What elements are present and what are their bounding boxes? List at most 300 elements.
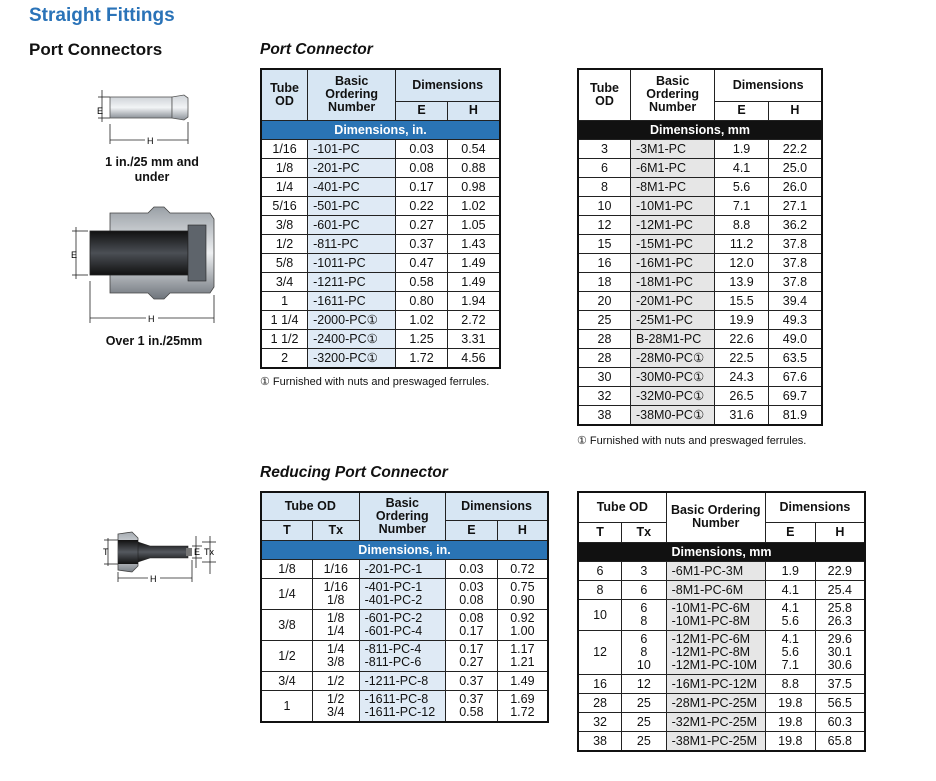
small-diagram-caption: 1 in./25 mm and under bbox=[105, 155, 199, 184]
table-row bbox=[261, 640, 548, 671]
cell-dim-e: 5.6 bbox=[715, 177, 769, 196]
cell-ordering-number: -1211-PC bbox=[308, 272, 396, 291]
cell-dim-h-line: 1.17 bbox=[510, 641, 535, 656]
header-ordering-number: Basic Ordering Number bbox=[308, 69, 396, 120]
cell-dim-e-line: 0.03 bbox=[459, 579, 484, 594]
cell-dim-e: 19.8 bbox=[765, 731, 815, 751]
cell-dim-h-line: 0.92 bbox=[510, 610, 535, 625]
cell-ordering-number bbox=[359, 578, 445, 609]
cell-dim-e: 19.8 bbox=[765, 693, 815, 712]
cell-tube-od: 8 bbox=[578, 177, 630, 196]
cell-dim-h: 69.7 bbox=[768, 386, 822, 405]
cell-dim-e: 1.02 bbox=[396, 310, 448, 329]
header-tx: Tx bbox=[312, 520, 359, 540]
cell-dim-e: 1.9 bbox=[765, 561, 815, 580]
cell-dim-e: 0.27 bbox=[396, 215, 448, 234]
band-dimensions-mm: Dimensions, mm bbox=[578, 120, 822, 139]
cell-dim-h: 81.9 bbox=[768, 405, 822, 425]
header-tube-od: Tube OD bbox=[578, 492, 666, 522]
cell-tx: 25 bbox=[622, 693, 667, 712]
cell-ordering-number: -101-PC bbox=[308, 139, 396, 158]
cell-dim-e: 0.58 bbox=[396, 272, 448, 291]
cell-ordering-number: -401-PC bbox=[308, 177, 396, 196]
header-t: T bbox=[578, 522, 622, 542]
cell-dim-e: 0.08 bbox=[396, 158, 448, 177]
cell-dim-e: 7.1 bbox=[715, 196, 769, 215]
table-row bbox=[261, 559, 548, 578]
cell-ordering-number: -32M1-PC-25M bbox=[666, 712, 765, 731]
cell-tube-od: 32 bbox=[578, 386, 630, 405]
cell-ordering-number: -3200-PC① bbox=[308, 348, 396, 368]
cell-ordering-number: -25M1-PC bbox=[630, 310, 714, 329]
port-connector-inch-table bbox=[260, 68, 501, 369]
small-port-connector-diagram bbox=[92, 88, 222, 154]
cell-dim-h: 4.56 bbox=[447, 348, 500, 368]
cell-tx-line: 1/4 bbox=[327, 641, 345, 656]
cell-dim-e: 13.9 bbox=[715, 272, 769, 291]
cell-dim-e: 8.8 bbox=[715, 215, 769, 234]
cell-dim-e-line: 0.08 bbox=[459, 610, 484, 625]
cell-dim-h: 22.2 bbox=[768, 139, 822, 158]
cell-t: 28 bbox=[578, 693, 622, 712]
svg-text:H: H bbox=[148, 314, 155, 324]
cell-tx bbox=[312, 690, 359, 722]
table-row bbox=[578, 561, 865, 580]
cell-dim-e: 31.6 bbox=[715, 405, 769, 425]
cell-dim-h: 67.6 bbox=[768, 367, 822, 386]
cell-t: 32 bbox=[578, 712, 622, 731]
table-row bbox=[261, 253, 500, 272]
footnote-inch: ① Furnished with nuts and preswaged ferrules. bbox=[260, 376, 490, 388]
cell-ordering-number: -28M1-PC-25M bbox=[666, 693, 765, 712]
cell-ordering-number: -2400-PC① bbox=[308, 329, 396, 348]
cell-tube-od: 38 bbox=[578, 405, 630, 425]
cell-dim-h: 0.54 bbox=[447, 139, 500, 158]
cell-ordering-number-line: -811-PC-6 bbox=[364, 654, 422, 669]
cell-dim-e-line: 0.27 bbox=[459, 654, 484, 669]
cell-tube-od: 1/16 bbox=[261, 139, 308, 158]
cell-ordering-number: -20M1-PC bbox=[630, 291, 714, 310]
header-tube-od: Tube OD bbox=[261, 492, 359, 520]
cell-ordering-number bbox=[359, 690, 445, 722]
cell-tx-line: 6 bbox=[640, 631, 648, 646]
cell-ordering-number-line: -12M1-PC-10M bbox=[671, 657, 758, 672]
header-dimensions: Dimensions bbox=[396, 69, 500, 101]
cell-ordering-number-line: -1611-PC-8 bbox=[364, 691, 429, 706]
cell-dim-h: 37.8 bbox=[768, 234, 822, 253]
header-ordering-number: Basic Ordering Number bbox=[630, 69, 714, 120]
cell-t: 16 bbox=[578, 674, 622, 693]
cell-tube-od: 18 bbox=[578, 272, 630, 291]
table-row bbox=[578, 674, 865, 693]
section-title: Straight Fittings bbox=[29, 5, 175, 26]
cell-tube-od: 16 bbox=[578, 253, 630, 272]
cell-dim-e: 0.03 bbox=[396, 139, 448, 158]
cell-ordering-number: -6M1-PC-3M bbox=[666, 561, 765, 580]
cell-ordering-number-line: -601-PC-4 bbox=[364, 623, 423, 638]
cell-tx-line: 1/16 bbox=[323, 579, 348, 594]
table-row bbox=[578, 158, 822, 177]
cell-dim-h-line: 26.3 bbox=[827, 613, 853, 628]
large-diagram-caption: Over 1 in./25mm bbox=[105, 334, 203, 348]
cell-ordering-number-line: -10M1-PC-6M bbox=[671, 600, 751, 615]
cell-dim-e: 11.2 bbox=[715, 234, 769, 253]
cell-ordering-number: -16M1-PC bbox=[630, 253, 714, 272]
table-row bbox=[578, 253, 822, 272]
table-row bbox=[261, 690, 548, 722]
cell-dim-e-line: 0.17 bbox=[459, 641, 484, 656]
cell-tube-od: 12 bbox=[578, 215, 630, 234]
table-row bbox=[261, 578, 548, 609]
reducing-connector-title: Reducing Port Connector bbox=[260, 464, 448, 481]
cell-tube-od: 3 bbox=[578, 139, 630, 158]
cell-tube-od: 5/16 bbox=[261, 196, 308, 215]
cell-tx-line: 3/4 bbox=[327, 704, 345, 719]
cell-tx-line: 1/8 bbox=[327, 610, 345, 625]
cell-ordering-number bbox=[359, 609, 445, 640]
table-row bbox=[578, 731, 865, 751]
cell-ordering-number: B-28M1-PC bbox=[630, 329, 714, 348]
cell-dim-e-line: 4.1 bbox=[781, 631, 799, 646]
svg-text:Tx: Tx bbox=[204, 547, 214, 557]
port-connector-title: Port Connector bbox=[260, 41, 373, 58]
cell-ordering-number: -15M1-PC bbox=[630, 234, 714, 253]
cell-t: 3/4 bbox=[261, 671, 312, 690]
cell-ordering-number-line: -811-PC-4 bbox=[364, 641, 422, 656]
cell-dim-h: 56.5 bbox=[815, 693, 865, 712]
table-row bbox=[578, 693, 865, 712]
table-row bbox=[578, 348, 822, 367]
cell-dim-h: 3.31 bbox=[447, 329, 500, 348]
header-h: H bbox=[768, 101, 822, 120]
cell-tx bbox=[622, 630, 667, 674]
table-row bbox=[578, 405, 822, 425]
cell-tx bbox=[622, 599, 667, 630]
cell-t: 3/8 bbox=[261, 609, 312, 640]
cell-dim-h-line: 30.1 bbox=[827, 644, 853, 659]
cell-ordering-number-line: -401-PC-2 bbox=[364, 592, 423, 607]
cell-dim-e: 0.03 bbox=[446, 559, 498, 578]
table-row bbox=[261, 215, 500, 234]
svg-text:E: E bbox=[194, 547, 201, 557]
cell-tube-od: 3/4 bbox=[261, 272, 308, 291]
table-row bbox=[578, 272, 822, 291]
cell-dim-e bbox=[446, 690, 498, 722]
cell-ordering-number-line: -601-PC-2 bbox=[364, 610, 423, 625]
cell-ordering-number: -501-PC bbox=[308, 196, 396, 215]
header-ordering-number: Basic Ordering Number bbox=[666, 492, 765, 542]
table-row bbox=[578, 177, 822, 196]
table-row bbox=[261, 609, 548, 640]
cell-tx: 25 bbox=[622, 712, 667, 731]
header-h: H bbox=[815, 522, 865, 542]
cell-dim-e: 12.0 bbox=[715, 253, 769, 272]
cell-ordering-number: -1611-PC bbox=[308, 291, 396, 310]
cell-dim-h-line: 1.21 bbox=[510, 654, 535, 669]
table-row bbox=[578, 386, 822, 405]
cell-dim-e: 1.25 bbox=[396, 329, 448, 348]
header-h: H bbox=[497, 520, 548, 540]
cell-dim-e-line: 4.1 bbox=[781, 600, 799, 615]
cell-ordering-number-line: -401-PC-1 bbox=[364, 579, 423, 594]
cell-dim-e-line: 5.6 bbox=[781, 613, 799, 628]
reducing-inch-table bbox=[260, 491, 549, 723]
header-e: E bbox=[715, 101, 769, 120]
cell-tube-od: 6 bbox=[578, 158, 630, 177]
table-row bbox=[578, 234, 822, 253]
cell-dim-h-line: 30.6 bbox=[827, 657, 853, 672]
cell-dim-h: 65.8 bbox=[815, 731, 865, 751]
header-dimensions: Dimensions bbox=[446, 492, 549, 520]
cell-tube-od: 1 1/2 bbox=[261, 329, 308, 348]
header-t: T bbox=[261, 520, 312, 540]
cell-dim-e-line: 0.37 bbox=[459, 691, 484, 706]
cell-tx: 6 bbox=[622, 580, 667, 599]
cell-dim-h: 0.98 bbox=[447, 177, 500, 196]
cell-dim-e: 22.5 bbox=[715, 348, 769, 367]
cell-tx: 3 bbox=[622, 561, 667, 580]
cell-ordering-number: -201-PC bbox=[308, 158, 396, 177]
cell-ordering-number: -1011-PC bbox=[308, 253, 396, 272]
cell-ordering-number-line: -10M1-PC-8M bbox=[671, 613, 751, 628]
header-tx: Tx bbox=[622, 522, 667, 542]
cell-ordering-number: -38M1-PC-25M bbox=[666, 731, 765, 751]
cell-dim-e: 0.37 bbox=[446, 671, 498, 690]
cell-dim-h: 36.2 bbox=[768, 215, 822, 234]
table-row bbox=[578, 196, 822, 215]
cell-dim-e: 26.5 bbox=[715, 386, 769, 405]
cell-ordering-number: -3M1-PC bbox=[630, 139, 714, 158]
table-row bbox=[261, 329, 500, 348]
cell-t: 8 bbox=[578, 580, 622, 599]
cell-dim-h: 1.02 bbox=[447, 196, 500, 215]
cell-dim-e: 0.47 bbox=[396, 253, 448, 272]
cell-dim-h: 1.49 bbox=[497, 671, 548, 690]
cell-dim-e bbox=[765, 630, 815, 674]
footnote-mm: ① Furnished with nuts and preswaged ferrules. bbox=[577, 435, 807, 447]
cell-tube-od: 10 bbox=[578, 196, 630, 215]
cell-ordering-number: -201-PC-1 bbox=[359, 559, 445, 578]
cell-tx-line: 6 bbox=[640, 600, 648, 615]
cell-dim-e: 4.1 bbox=[765, 580, 815, 599]
cell-dim-h bbox=[497, 690, 548, 722]
cell-dim-h: 1.49 bbox=[447, 253, 500, 272]
cell-dim-h-line: 1.69 bbox=[510, 691, 535, 706]
cell-dim-h-line: 25.8 bbox=[827, 600, 853, 615]
cell-ordering-number: -1211-PC-8 bbox=[359, 671, 445, 690]
cell-dim-e bbox=[446, 609, 498, 640]
cell-dim-e: 19.8 bbox=[765, 712, 815, 731]
cell-tube-od: 25 bbox=[578, 310, 630, 329]
cell-tube-od: 20 bbox=[578, 291, 630, 310]
table-row bbox=[261, 234, 500, 253]
header-tube-od: Tube OD bbox=[578, 69, 630, 120]
cell-tx-line: 3/8 bbox=[327, 654, 345, 669]
cell-dim-h: 25.4 bbox=[815, 580, 865, 599]
sub-title: Port Connectors bbox=[29, 40, 163, 59]
cell-dim-e: 4.1 bbox=[715, 158, 769, 177]
cell-tube-od: 1/4 bbox=[261, 177, 308, 196]
cell-t: 1/4 bbox=[261, 578, 312, 609]
cell-dim-h: 22.9 bbox=[815, 561, 865, 580]
cell-dim-h: 0.72 bbox=[497, 559, 548, 578]
cell-dim-h bbox=[497, 578, 548, 609]
cell-dim-h: 37.8 bbox=[768, 253, 822, 272]
cell-ordering-number-line: -1611-PC-12 bbox=[364, 704, 436, 719]
cell-dim-e: 1.9 bbox=[715, 139, 769, 158]
cell-t: 12 bbox=[578, 630, 622, 674]
table-row bbox=[578, 291, 822, 310]
band-dimensions-in: Dimensions, in. bbox=[261, 120, 500, 139]
cell-tx-line: 8 bbox=[640, 613, 648, 628]
port-connector-mm-table bbox=[577, 68, 823, 426]
cell-dim-e: 22.6 bbox=[715, 329, 769, 348]
table-row bbox=[578, 630, 865, 674]
header-ordering-number: Basic Ordering Number bbox=[359, 492, 445, 540]
cell-dim-e-line: 0.58 bbox=[459, 704, 484, 719]
cell-dim-e: 0.22 bbox=[396, 196, 448, 215]
cell-dim-e: 24.3 bbox=[715, 367, 769, 386]
table-row bbox=[261, 310, 500, 329]
header-h: H bbox=[447, 101, 500, 120]
cell-dim-h bbox=[815, 630, 865, 674]
cell-ordering-number: -601-PC bbox=[308, 215, 396, 234]
header-e: E bbox=[765, 522, 815, 542]
cell-dim-h bbox=[497, 640, 548, 671]
cell-t: 1/2 bbox=[261, 640, 312, 671]
cell-dim-h: 0.88 bbox=[447, 158, 500, 177]
cell-dim-e: 0.17 bbox=[396, 177, 448, 196]
cell-ordering-number bbox=[666, 630, 765, 674]
cell-dim-e-line: 0.08 bbox=[459, 592, 484, 607]
table-row bbox=[261, 139, 500, 158]
table-row bbox=[578, 310, 822, 329]
cell-ordering-number: -16M1-PC-12M bbox=[666, 674, 765, 693]
table-row bbox=[261, 177, 500, 196]
cell-tx bbox=[312, 578, 359, 609]
cell-dim-h: 49.3 bbox=[768, 310, 822, 329]
cell-ordering-number: -38M0-PC① bbox=[630, 405, 714, 425]
cell-tube-od: 28 bbox=[578, 348, 630, 367]
cell-dim-h: 1.49 bbox=[447, 272, 500, 291]
cell-dim-e-line: 0.17 bbox=[459, 623, 484, 638]
cell-dim-e: 8.8 bbox=[765, 674, 815, 693]
cell-dim-h: 2.72 bbox=[447, 310, 500, 329]
cell-dim-h-line: 0.90 bbox=[510, 592, 535, 607]
label-h: H bbox=[147, 136, 154, 146]
cell-tube-od: 1 bbox=[261, 291, 308, 310]
cell-dim-h: 37.5 bbox=[815, 674, 865, 693]
cell-dim-h-line: 0.75 bbox=[510, 579, 535, 594]
cell-t: 1 bbox=[261, 690, 312, 722]
cell-ordering-number: -2000-PC① bbox=[308, 310, 396, 329]
cell-tx: 25 bbox=[622, 731, 667, 751]
cell-ordering-number: -12M1-PC bbox=[630, 215, 714, 234]
cell-tx-line: 1/8 bbox=[327, 592, 345, 607]
cell-dim-h bbox=[497, 609, 548, 640]
cell-dim-h: 49.0 bbox=[768, 329, 822, 348]
table-row bbox=[578, 139, 822, 158]
table-row bbox=[578, 329, 822, 348]
reducing-connector-diagram bbox=[98, 524, 222, 586]
band-dimensions-mm: Dimensions, mm bbox=[578, 542, 865, 561]
cell-t: 38 bbox=[578, 731, 622, 751]
cell-dim-h: 1.43 bbox=[447, 234, 500, 253]
table-row bbox=[578, 215, 822, 234]
cell-dim-h: 60.3 bbox=[815, 712, 865, 731]
cell-dim-h: 37.8 bbox=[768, 272, 822, 291]
cell-tx-line: 10 bbox=[636, 657, 651, 672]
svg-text:E: E bbox=[71, 250, 78, 260]
cell-tx bbox=[312, 609, 359, 640]
cell-dim-h: 1.94 bbox=[447, 291, 500, 310]
cell-tube-od: 28 bbox=[578, 329, 630, 348]
table-row bbox=[261, 272, 500, 291]
cell-ordering-number: -10M1-PC bbox=[630, 196, 714, 215]
table-row bbox=[261, 158, 500, 177]
header-e: E bbox=[446, 520, 498, 540]
cell-t: 1/8 bbox=[261, 559, 312, 578]
cell-tube-od: 5/8 bbox=[261, 253, 308, 272]
large-port-connector-diagram bbox=[70, 205, 220, 330]
cell-ordering-number: -18M1-PC bbox=[630, 272, 714, 291]
cell-ordering-number bbox=[666, 599, 765, 630]
header-e: E bbox=[396, 101, 448, 120]
cell-ordering-number: -28M0-PC① bbox=[630, 348, 714, 367]
cell-ordering-number: -8M1-PC bbox=[630, 177, 714, 196]
cell-ordering-number: -30M0-PC① bbox=[630, 367, 714, 386]
cell-tube-od: 1 1/4 bbox=[261, 310, 308, 329]
cell-dim-h bbox=[815, 599, 865, 630]
table-row bbox=[578, 580, 865, 599]
band-dimensions-in: Dimensions, in. bbox=[261, 540, 548, 559]
cell-dim-e bbox=[446, 640, 498, 671]
svg-text:H: H bbox=[150, 574, 157, 584]
cell-dim-e-line: 7.1 bbox=[781, 657, 799, 672]
cell-tube-od: 2 bbox=[261, 348, 308, 368]
cell-ordering-number-line: -12M1-PC-8M bbox=[671, 644, 751, 659]
cell-tube-od: 15 bbox=[578, 234, 630, 253]
cell-tube-od: 1/8 bbox=[261, 158, 308, 177]
cell-dim-h: 1.05 bbox=[447, 215, 500, 234]
cell-tx: 12 bbox=[622, 674, 667, 693]
cell-ordering-number: -811-PC bbox=[308, 234, 396, 253]
cell-tube-od: 3/8 bbox=[261, 215, 308, 234]
cell-dim-e: 0.80 bbox=[396, 291, 448, 310]
cell-dim-e-line: 5.6 bbox=[781, 644, 799, 659]
cell-ordering-number: -6M1-PC bbox=[630, 158, 714, 177]
cell-tx-line: 8 bbox=[640, 644, 648, 659]
table-row bbox=[261, 348, 500, 368]
cell-ordering-number-line: -12M1-PC-6M bbox=[671, 631, 751, 646]
cell-ordering-number: -32M0-PC① bbox=[630, 386, 714, 405]
cell-ordering-number bbox=[359, 640, 445, 671]
cell-dim-h: 39.4 bbox=[768, 291, 822, 310]
reducing-mm-table bbox=[577, 491, 866, 752]
cell-tx: 1/16 bbox=[312, 559, 359, 578]
cell-t: 10 bbox=[578, 599, 622, 630]
table-row bbox=[578, 367, 822, 386]
cell-tube-od: 1/2 bbox=[261, 234, 308, 253]
cell-dim-e bbox=[446, 578, 498, 609]
cell-dim-h-line: 1.00 bbox=[510, 623, 535, 638]
cell-dim-e: 0.37 bbox=[396, 234, 448, 253]
cell-ordering-number: -8M1-PC-6M bbox=[666, 580, 765, 599]
cell-dim-h: 25.0 bbox=[768, 158, 822, 177]
cell-dim-e: 19.9 bbox=[715, 310, 769, 329]
cell-dim-h: 27.1 bbox=[768, 196, 822, 215]
cell-dim-h-line: 1.72 bbox=[510, 704, 535, 719]
